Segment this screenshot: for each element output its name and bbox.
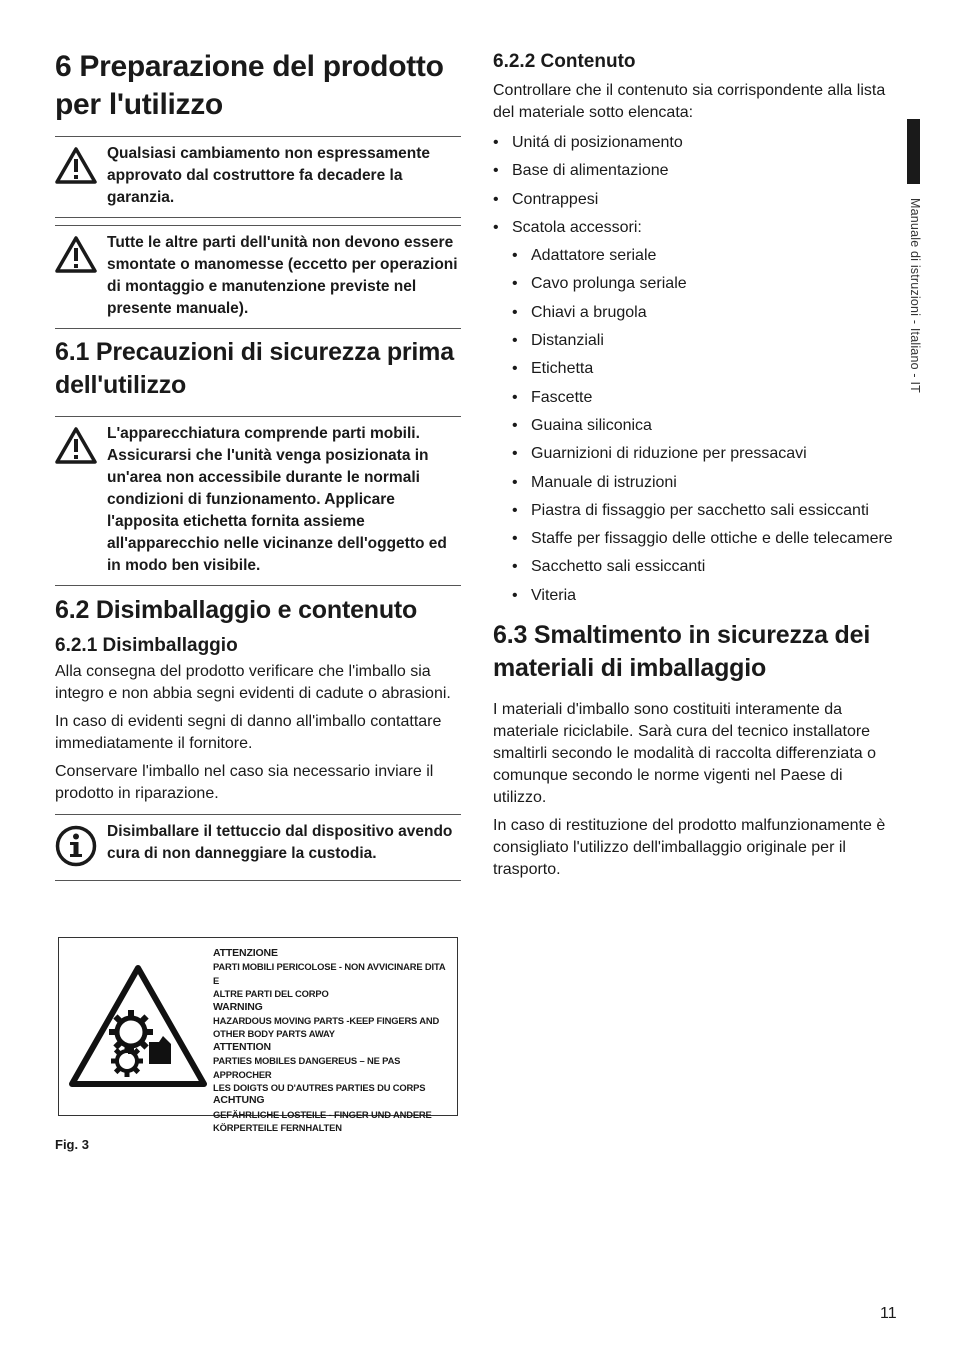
section-6-1-title: 6.1 Precauzioni di sicurezza prima dell'utilizzo	[55, 338, 454, 399]
figure-caption: Fig. 3	[55, 1137, 89, 1152]
warning-text: L'apparecchiatura comprende parti mobili. Assicurarsi che l'unità venga posizionata in un'area non accessibile durante le normali condizioni di funzionamento. Applicare l'apposita etichetta fornita assieme all'apparecchio nelle vicinanze dell'oggetto ed in modo ben visibile.	[107, 425, 447, 574]
accessory-item: • Guaina siliconica	[512, 415, 893, 437]
section-6-2-1-title: 6.2.1 Disimballaggio	[55, 635, 238, 656]
accessory-item: • Sacchetto sali essiccanti	[512, 556, 893, 578]
section-6-3-title: 6.3 Smaltimento in sicurezza dei materiali di imballaggio	[493, 620, 871, 682]
section-tab-marker	[907, 119, 920, 184]
page-title: 6 Preparazione del prodotto per l'utilizzo	[55, 50, 444, 121]
label-line: HAZARDOUS MOVING PARTS -KEEP FINGERS AND	[213, 1015, 440, 1027]
paragraph: In caso di evidenti segni di danno all'imballo contattare immediatamente il fornitore.	[55, 713, 442, 752]
info-text: Disimballare il tettuccio dal dispositivo avendo cura di non danneggiare la custodia.	[107, 823, 453, 862]
warning-label-figure	[58, 937, 458, 1134]
paragraph: In caso di restituzione del prodotto malfunzionamente è consigliato l'utilizzo dell'imballaggio originale per il trasporto.	[493, 816, 886, 878]
section-6-2-title: 6.2 Disimballaggio e contenuto	[55, 596, 418, 624]
warning-box-1	[55, 136, 461, 218]
accessory-item: • Guarnizioni di riduzione per pressacavi	[512, 443, 893, 465]
accessory-item: • Chiavi a brugola	[512, 302, 893, 324]
label-line: OTHER BODY PARTS AWAY	[213, 1028, 335, 1040]
info-box	[55, 814, 461, 881]
label-line: PARTIES MOBILES DANGEREUS – NE PAS APPROCHER	[213, 1055, 401, 1080]
left-column	[55, 48, 461, 881]
page-number: 11	[880, 1305, 897, 1322]
section-6-2-2-title: 6.2.2 Contenuto	[493, 51, 636, 72]
right-column	[493, 50, 893, 881]
accessory-item: • Distanziali	[512, 330, 893, 352]
label-heading-fr: ATTENTION	[213, 1040, 271, 1053]
label-line: LES DOIGTS OU D'AUTRES PARTIES DU CORPS	[213, 1082, 426, 1094]
warning-box-3	[55, 416, 461, 586]
warning-triangle-icon	[55, 423, 107, 470]
accessory-item: • Etichetta	[512, 358, 893, 380]
warning-text: Qualsiasi cambiamento non espressamente approvato dal costruttore fa decadere la garanzia.	[107, 145, 431, 206]
sidebar-label: Manuale di istruzioni - Italiano - IT	[908, 198, 922, 393]
warning-label-text	[213, 947, 449, 1135]
paragraph: Conservare l'imballo nel caso sia necessario inviare il prodotto in riparazione.	[55, 763, 434, 802]
accessory-item: • Staffe per fissaggio delle ottiche e delle telecamere	[512, 528, 893, 550]
accessory-item: • Viteria	[512, 585, 893, 607]
label-heading-de: ACHTUNG	[213, 1094, 265, 1107]
list-item: • Scatola accessori:	[493, 217, 893, 239]
accessory-item: • Cavo prolunga seriale	[512, 273, 893, 295]
accessory-item: • Fascette	[512, 387, 893, 409]
list-item: • Base di alimentazione	[493, 160, 893, 182]
paragraph: Controllare che il contenuto sia corrispondente alla lista del materiale sotto elencata:	[493, 82, 886, 121]
warning-text: Tutte le altre parti dell'unità non devono essere smontate o manomesse (eccetto per operazioni di montaggio e manutenzione previste nel presente manuale).	[107, 234, 458, 317]
list-item: • Unitá di posizionamento	[493, 132, 893, 154]
accessory-item: • Manuale di istruzioni	[512, 472, 893, 494]
accessory-item: • Piastra di fissaggio per sacchetto sali essiccanti	[512, 500, 893, 522]
label-heading-en: WARNING	[213, 1000, 263, 1013]
accessory-item: • Adattatore seriale	[512, 245, 893, 267]
label-line: ALTRE PARTI DEL CORPO	[213, 988, 329, 1000]
info-icon	[55, 821, 107, 872]
moving-parts-hazard-icon	[67, 962, 209, 1090]
contents-list	[493, 132, 893, 607]
label-line: PARTI MOBILI PERICOLOSE - NON AVVICINARE DITA E	[213, 961, 446, 986]
paragraph: Alla consegna del prodotto verificare che l'imballo sia integro e non abbia segni evidenti di cadute o abrasioni.	[55, 663, 451, 702]
warning-triangle-icon	[55, 143, 107, 190]
label-heading-it: ATTENZIONE	[213, 947, 278, 959]
label-line: GEFÄHRLICHE LOSTEILE - FINGER UND ANDERE	[213, 1108, 432, 1120]
warning-triangle-icon	[55, 232, 107, 279]
paragraph: I materiali d'imballo sono costituiti interamente da materiale riciclabile. Sarà cura del tecnico installatore smaltirli secondo le modalità di raccolta differenziata o comunque secondo le norme vigenti nel Paese di utilizzo.	[493, 700, 877, 806]
label-line: KÖRPERTEILE FERNHALTEN	[213, 1122, 342, 1134]
list-item: • Contrappesi	[493, 189, 893, 211]
warning-box-2	[55, 225, 461, 329]
